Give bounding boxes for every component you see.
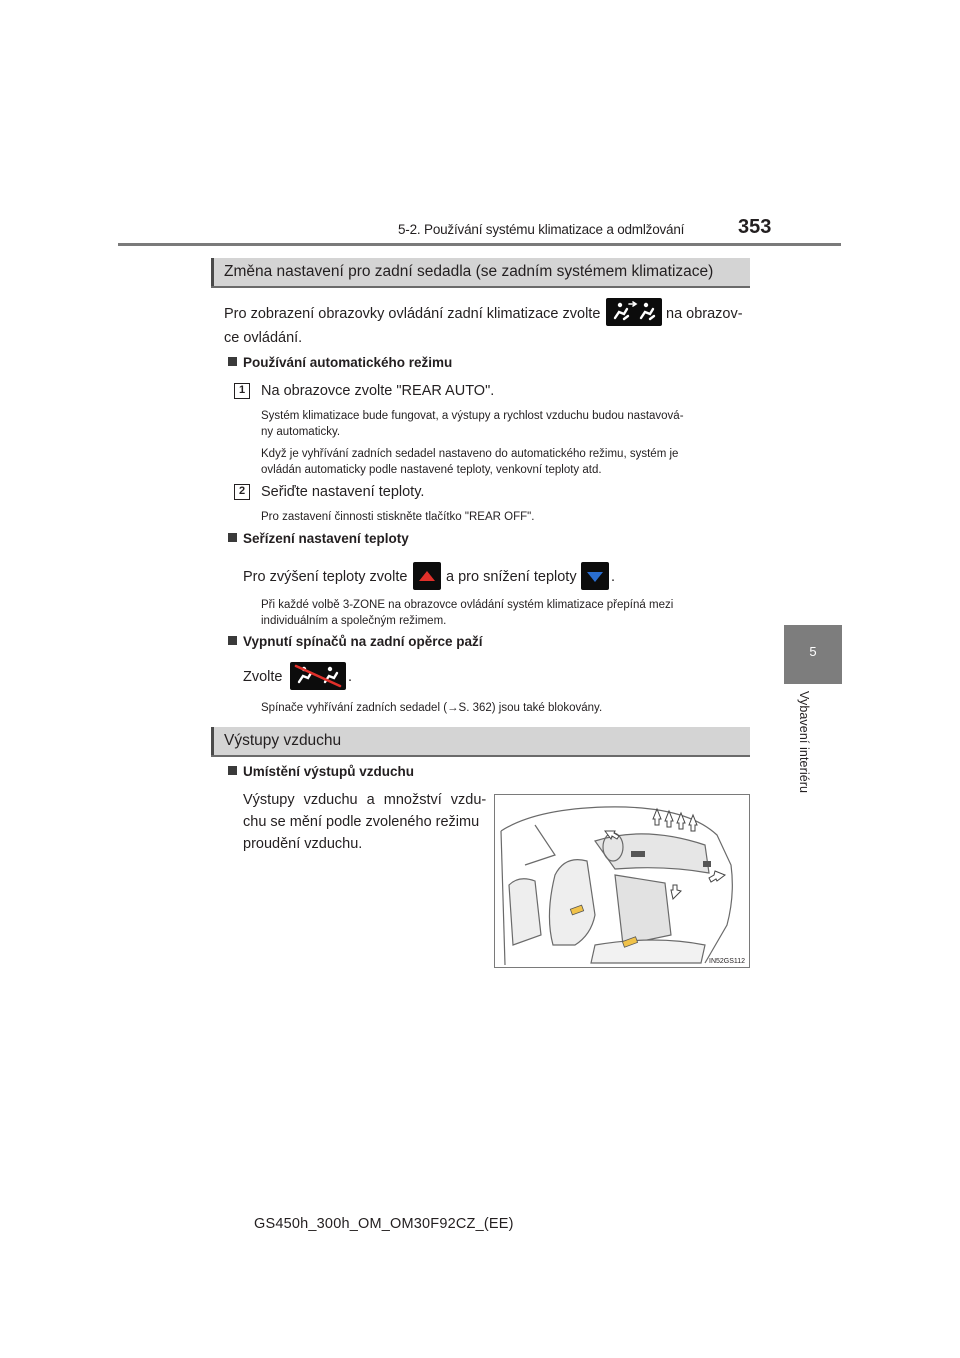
chapter-number: 5 xyxy=(809,644,817,659)
subheading-temperature xyxy=(228,531,409,546)
section-heading-air-vents xyxy=(211,727,750,755)
vents-text-line2: chu se mění podle zvoleného režimu xyxy=(243,814,480,830)
document-code: GS450h_300h_OM_OM30F92CZ_(EE) xyxy=(254,1216,514,1232)
bullet-square xyxy=(228,766,237,775)
subheading-temperature-text: Seřízení nastavení teploty xyxy=(243,531,409,546)
armrest-text-part2: . xyxy=(348,669,353,685)
step1-note2-line1: Když je vyhřívání zadních sedadel nastaveno do automatického režimu, systém je xyxy=(261,448,679,460)
bullet-square xyxy=(228,636,237,645)
intro-paragraph-line2: ce ovládání. xyxy=(224,330,303,346)
intro-paragraph-line1 xyxy=(224,302,600,326)
temperature-text-part1: Pro zvýšení teploty zvolte xyxy=(243,569,408,585)
chapter-tab xyxy=(784,625,842,684)
temperature-up-icon xyxy=(413,562,441,590)
temperature-text-part3: . xyxy=(611,569,616,585)
temperature-down-icon xyxy=(581,562,609,590)
illustration-code: IN52GS112 xyxy=(709,958,746,965)
vents-text-line3: proudění vzduchu. xyxy=(243,836,363,852)
step2-text: Seřiďte nastavení teploty. xyxy=(261,484,425,500)
section-heading-rule xyxy=(211,286,750,288)
chapter-title: Vybavení interiéru xyxy=(797,691,811,794)
subheading-vent-location-text: Umístění výstupů vzduchu xyxy=(243,764,415,779)
section-heading-rear-seats xyxy=(211,258,750,286)
vents-text-line1: Výstupy vzduchu a množství vzdu- xyxy=(243,792,487,808)
temperature-note-line2: individuálním a společným režimem. xyxy=(261,615,447,627)
header-rule xyxy=(118,243,841,246)
subheading-armrest xyxy=(228,634,483,649)
step2-note: Pro zastavení činnosti stiskněte tlačítko "REAR OFF". xyxy=(261,511,535,523)
armrest-text-part1: Zvolte xyxy=(243,669,283,685)
subheading-armrest-text: Vypnutí spínačů na zadní opěrce paží xyxy=(243,634,483,649)
step-number-1: 1 xyxy=(234,383,250,399)
armrest-note: Spínače vyhřívání zadních sedadel (→S. 362) jsou také blokovány. xyxy=(261,702,603,714)
subheading-auto-mode xyxy=(228,355,452,370)
temperature-text-part2: a pro snížení teploty xyxy=(446,569,577,585)
intro-text-before-icon: Pro zobrazení obrazovky ovládání zadní klimatizace zvolte xyxy=(224,306,601,322)
temperature-note-line1: Při každé volbě 3-ZONE na obrazovce ovládání systém klimatizace přepíná mezi xyxy=(261,599,674,611)
bullet-square xyxy=(228,533,237,542)
page-number: 353 xyxy=(738,216,772,238)
step1-note1-line1: Systém klimatizace bude fungovat, a výstupy a rychlost vzduchu budou nastavová- xyxy=(261,410,684,422)
subheading-auto-mode-text: Používání automatického režimu xyxy=(243,355,453,370)
subheading-vent-location xyxy=(228,764,414,779)
section-heading-text: Změna nastavení pro zadní sedadla (se zadním systémem klimatizace) xyxy=(224,263,714,280)
bullet-square xyxy=(228,357,237,366)
step-number-2: 2 xyxy=(234,484,250,500)
rear-climate-icon xyxy=(606,298,662,326)
section-heading-rule xyxy=(211,755,750,757)
intro-text-after-icon: na obrazov- xyxy=(666,306,743,322)
step1-text: Na obrazovce zvolte "REAR AUTO". xyxy=(261,383,495,399)
section-heading-text: Výstupy vzduchu xyxy=(224,732,342,749)
air-vents-illustration xyxy=(494,794,750,968)
rear-climate-off-icon xyxy=(290,662,346,690)
step1-note2-line2: ovládán automaticky podle nastavené teploty, venkovní teploty atd. xyxy=(261,464,602,476)
step1-note1-line2: ny automaticky. xyxy=(261,426,341,438)
running-header-section: 5-2. Používání systému klimatizace a odmlžování xyxy=(398,222,685,237)
